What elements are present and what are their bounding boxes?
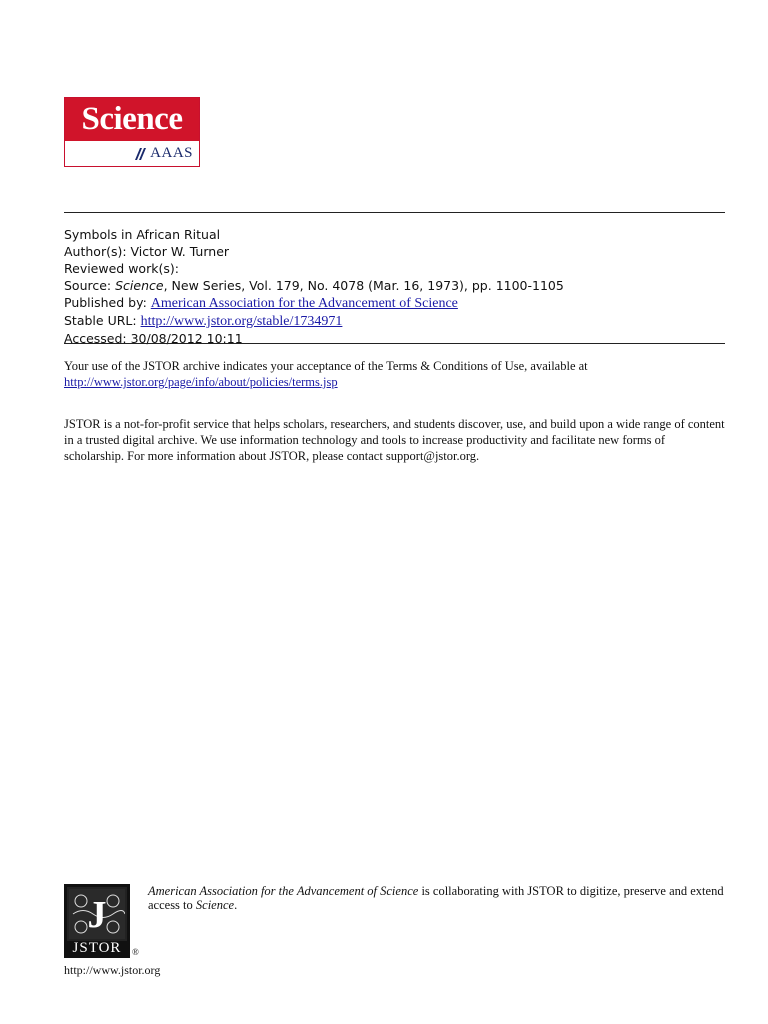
publisher-prefix: Published by:: [64, 295, 151, 310]
aaas-logo: [65, 141, 199, 166]
publisher-line: [64, 294, 564, 312]
jstor-ornament: [67, 887, 127, 941]
jstor-logo-letter: J: [87, 894, 107, 936]
stable-url-line: [64, 312, 564, 330]
collab-org: American Association for the Advancement of Science: [148, 884, 419, 898]
citation-block: [64, 226, 564, 347]
publisher-link[interactable]: American Association for the Advancement of Science: [150, 296, 458, 311]
jstor-logo: [64, 884, 130, 958]
source-journal: Science: [115, 278, 164, 293]
jstor-about: JSTOR is a not-for-profit service that helps scholars, researchers, and students discover, use, and build upon a wide range of content in a trusted digital archive. We use information technology and tools to increase productivity and facilitate new forms of scholarship. For more information about JSTOR, please contact support@jstor.org.: [64, 417, 725, 463]
jstor-logo-word: JSTOR: [72, 940, 122, 956]
jstor-j-icon: [69, 889, 125, 939]
science-logo-title: Science: [65, 98, 199, 141]
aaas-mark-icon: [135, 148, 149, 160]
stable-url-link[interactable]: http://www.jstor.org/stable/1734971: [140, 314, 343, 329]
registered-mark: ®: [132, 947, 139, 957]
collab-end: .: [234, 898, 238, 912]
terms-text: Your use of the JSTOR archive indicates your acceptance of the Terms & Conditions of Use, available at: [64, 359, 588, 373]
science-logo: [64, 97, 200, 167]
source-line: [64, 277, 564, 294]
collaboration-notice: [148, 884, 728, 912]
aaas-label: AAAS: [150, 145, 193, 161]
article-title: Symbols in African Ritual: [64, 227, 221, 242]
top-rule: [64, 212, 725, 213]
bottom-rule: [64, 343, 725, 344]
terms-notice: [64, 358, 724, 390]
collab-text: is collaborating with JSTOR to digitize, preserve and extend access to: [148, 884, 724, 912]
accessed-line: Accessed: 30/08/2012 10:11: [64, 331, 243, 346]
reviewed-works: Reviewed work(s):: [64, 261, 179, 276]
collab-journal: Science: [195, 898, 235, 912]
jstor-url: http://www.jstor.org: [64, 963, 161, 977]
article-authors: Author(s): Victor W. Turner: [64, 244, 230, 259]
terms-link[interactable]: http://www.jstor.org/page/info/about/policies/terms.jsp: [64, 375, 338, 389]
source-details: , New Series, Vol. 179, No. 4078 (Mar. 16, 1973), pp. 1100-1105: [163, 278, 564, 293]
source-prefix: Source:: [64, 278, 116, 293]
stable-url-prefix: Stable URL:: [64, 313, 141, 328]
